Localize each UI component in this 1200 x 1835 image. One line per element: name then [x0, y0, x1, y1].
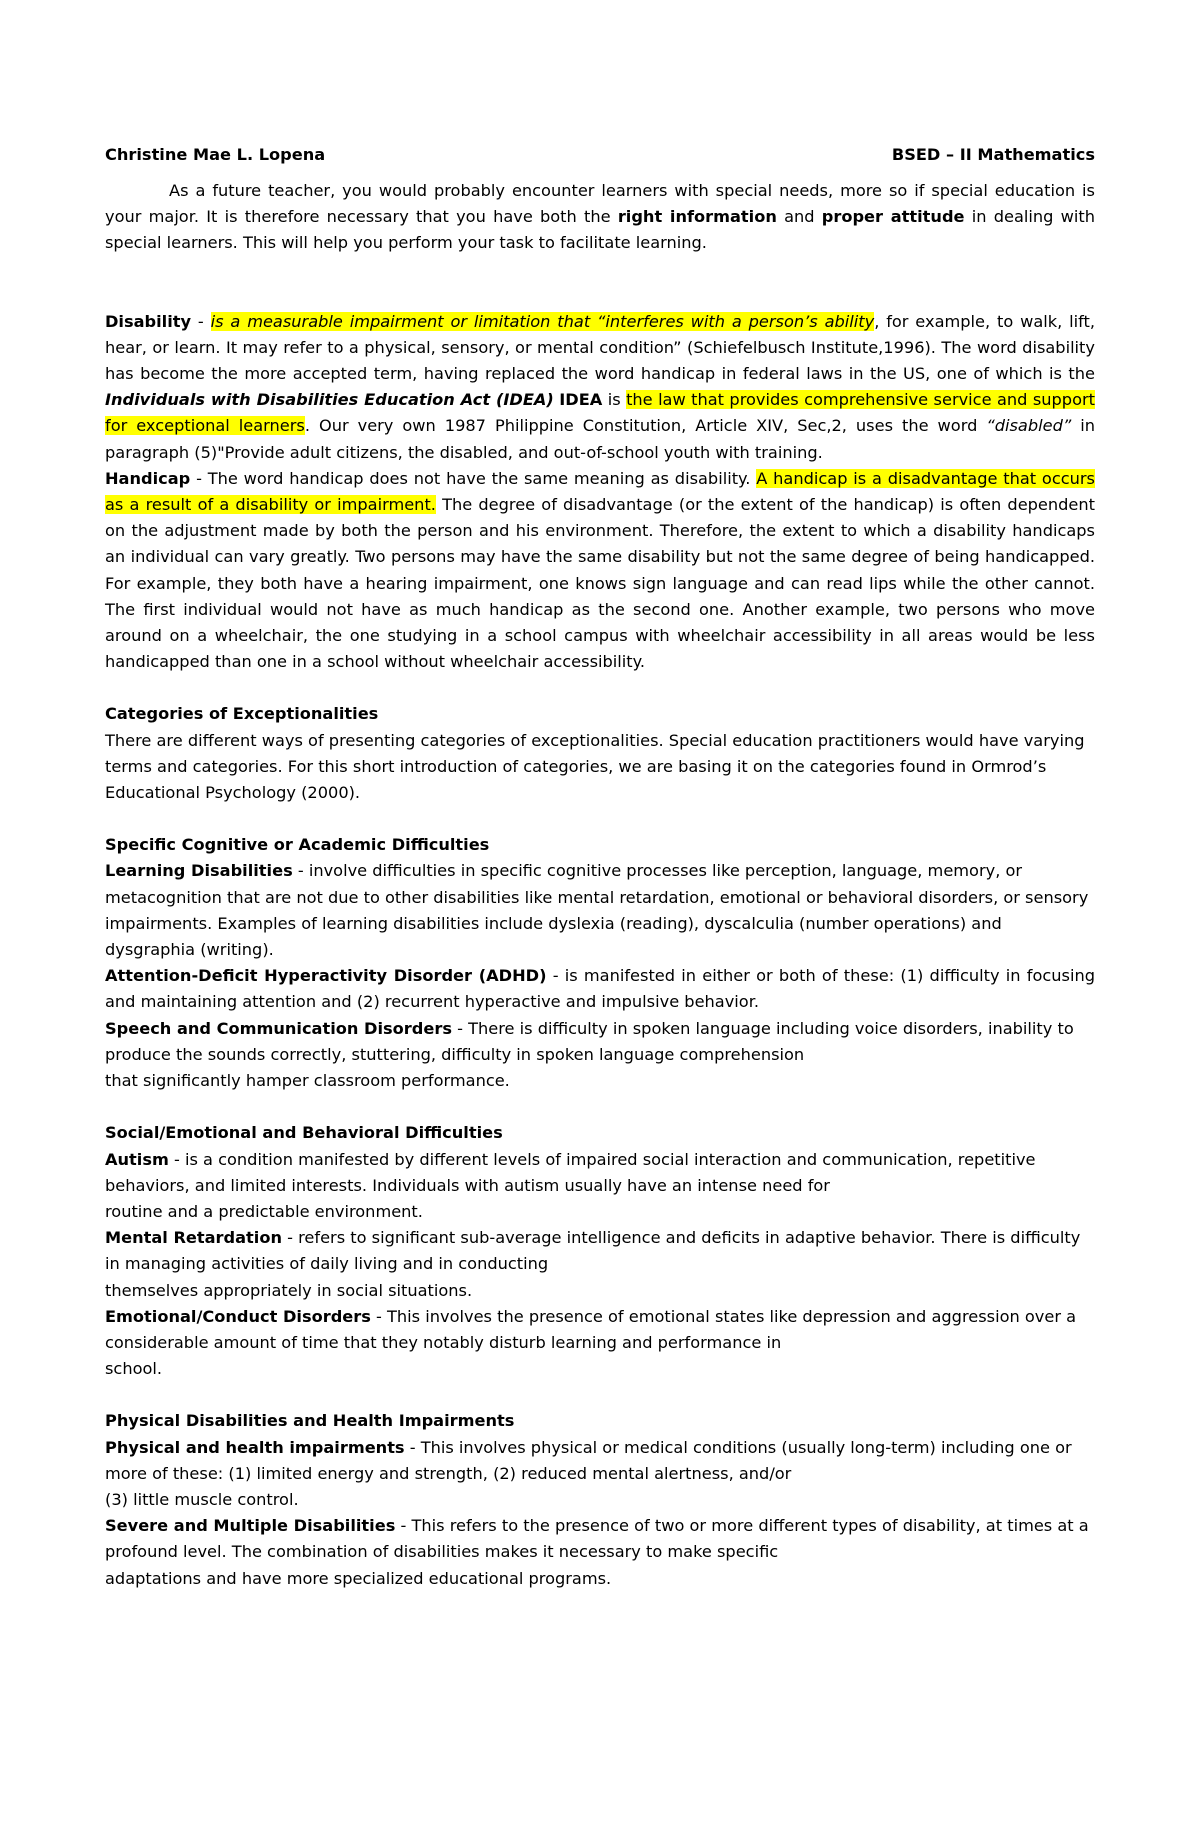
severe-multiple-text: - This refers to the presence of two or more different types of disability, at times at a profound level. The combination of disabilities makes it necessary to make specific — [105, 1516, 1089, 1562]
intro-text: As a future teacher, you would probably encounter learners with special needs, more so if special education is your major. It is therefore necessary that you have both the — [105, 181, 1095, 227]
speech-item — [105, 1016, 1095, 1068]
mental-retardation-term: Mental Retardation — [105, 1228, 282, 1248]
physical-heading: Physical Disabilities and Health Impairments — [105, 1411, 515, 1431]
speech-term: Speech and Communication Disorders — [105, 1018, 452, 1038]
course-label: BSED – II Mathematics — [891, 145, 1095, 164]
intro-paragraph — [105, 178, 1095, 257]
physical-health-item-continued: (3) little muscle control. — [105, 1489, 299, 1509]
cognitive-heading: Specific Cognitive or Academic Difficulties — [105, 835, 490, 855]
mental-retardation-text: - refers to significant sub-average intelligence and deficits in adaptive behavior. There is difficulty in managing activities of daily living and in conducting — [105, 1228, 1081, 1274]
adhd-term: Attention-Deficit Hyperactivity Disorder (ADHD) — [105, 966, 547, 986]
physical-health-item — [105, 1435, 1095, 1487]
learning-disabilities-term: Learning Disabilities — [105, 861, 293, 881]
intro-bold-proper-attitude: proper attitude — [821, 207, 965, 227]
conduct-disorders-item — [105, 1304, 1095, 1356]
learning-disabilities-text: - involve difficulties in specific cognitive processes like perception, language, memory, or metacognition that are not due to other disabilities like mental retardation, emotional or behavioral disorders, or sensory impairments. Examples of learning disabilities include dyslexia (reading), dyscalculia (number operations) and dysgraphia (writing). — [105, 861, 1089, 960]
disability-paragraph — [105, 309, 1095, 466]
conduct-disorders-item-continued: school. — [105, 1359, 163, 1379]
author-name: Christine Mae L. Lopena — [105, 145, 326, 164]
severe-multiple-item-continued: adaptations and have more specialized educational programs. — [105, 1568, 612, 1588]
idea-abbrev: IDEA — [559, 390, 603, 410]
idea-act-name: Individuals with Disabilities Education Act (IDEA) — [105, 390, 554, 410]
disability-text: , for example, to walk, lift, hear, or learn. It may refer to a physical, sensory, or mental condition” (Schiefelbusch Institute,1996). The word disability has become the more accepted term, having replaced the word handicap in federal laws in the US, one of which is the — [105, 311, 1096, 384]
categories-paragraph: There are different ways of presenting categories of exceptionalities. Special education practitioners would have varying terms and categories. For this short introduction of categories, we are basing it on the categories found in Ormrod’s Educational Psychology (2000). — [105, 730, 1085, 803]
adhd-item — [105, 963, 1095, 1015]
autism-item — [105, 1147, 1095, 1199]
mental-retardation-item — [105, 1225, 1095, 1277]
handicap-text: - The word handicap does not have the same meaning as disability. — [190, 468, 757, 488]
severe-multiple-item — [105, 1513, 1095, 1565]
handicap-paragraph — [105, 466, 1095, 676]
document-header — [105, 142, 1095, 168]
autism-term: Autism — [105, 1149, 169, 1169]
conduct-disorders-term: Emotional/Conduct Disorders — [105, 1306, 371, 1326]
intro-text: and — [776, 207, 822, 227]
autism-text: - is a condition manifested by different levels of impaired social interaction and communication, repetitive behaviors, and limited interests. Individuals with autism usually have an intense need for — [105, 1149, 1036, 1195]
severe-multiple-term: Severe and Multiple Disabilities — [105, 1516, 396, 1536]
idea-highlight: the law that provides comprehensive service and support for exceptional learners — [105, 390, 1095, 436]
learning-disabilities-item — [105, 858, 1095, 963]
disability-text: in paragraph (5)"Provide adult citizens, the disabled, and out-of-school youth with training. — [105, 416, 1095, 462]
disability-text: . Our very own 1987 Philippine Constitution, Article XIV, Sec,2, uses the word — [304, 416, 987, 436]
social-heading: Social/Emotional and Behavioral Difficulties — [105, 1123, 503, 1143]
handicap-highlight: A handicap is a disadvantage that occurs as a result of a disability or impairment. — [105, 468, 1095, 515]
document-body — [105, 142, 1095, 1592]
adhd-text: - is manifested in either or both of these: (1) difficulty in focusing and maintaining attention and (2) recurrent hyperactive and impulsive behavior. — [105, 966, 1095, 1012]
handicap-term: Handicap — [105, 468, 191, 488]
categories-heading: Categories of Exceptionalities — [105, 704, 379, 724]
intro-bold-right-information: right information — [617, 207, 777, 227]
speech-text: - There is difficulty in spoken language including voice disorders, inability to produce the sounds correctly, stuttering, difficulty in spoken language comprehension — [105, 1018, 1074, 1064]
disability-term: Disability — [105, 311, 192, 331]
autism-item-continued: routine and a predictable environment. — [105, 1201, 423, 1221]
disability-highlight: is a measurable impairment or limitation that “interferes with a person’s ability — [210, 311, 875, 331]
conduct-disorders-text: - This involves the presence of emotional states like depression and aggression over a considerable amount of time that they notably disturb learning and performance in — [105, 1306, 1077, 1352]
disability-text: is — [602, 390, 627, 410]
speech-item-continued: that significantly hamper classroom performance. — [105, 1071, 510, 1091]
handicap-text: The degree of disadvantage (or the extent of the handicap) is often dependent on the adjustment made by both the person and his environment. Therefore, the extent to which a disability handicaps an individual can vary greatly. Two persons may have the same disability but not the same degree of being handicapped. For example, they both have a hearing impairment, one knows sign language and can read lips while the other cannot. The first individual would not have as much handicap as the second one. Another example, two persons who move around on a wheelchair, the one studying in a school campus with wheelchair accessibility in all areas would be less handicapped than one in a school without wheelchair accessibility. — [105, 495, 1095, 672]
intro-text: in dealing with special learners. This will help you perform your task to facilitate learning. — [105, 207, 1095, 253]
physical-health-term: Physical and health impairments — [105, 1437, 405, 1457]
mental-retardation-item-continued: themselves appropriately in social situations. — [105, 1280, 473, 1300]
physical-health-text: - This involves physical or medical conditions (usually long-term) including one or more of these: (1) limited energy and strength, (2) reduced mental alertness, and/or — [105, 1437, 1072, 1483]
disability-text: - — [191, 311, 211, 331]
disabled-word: “disabled” — [986, 416, 1072, 436]
